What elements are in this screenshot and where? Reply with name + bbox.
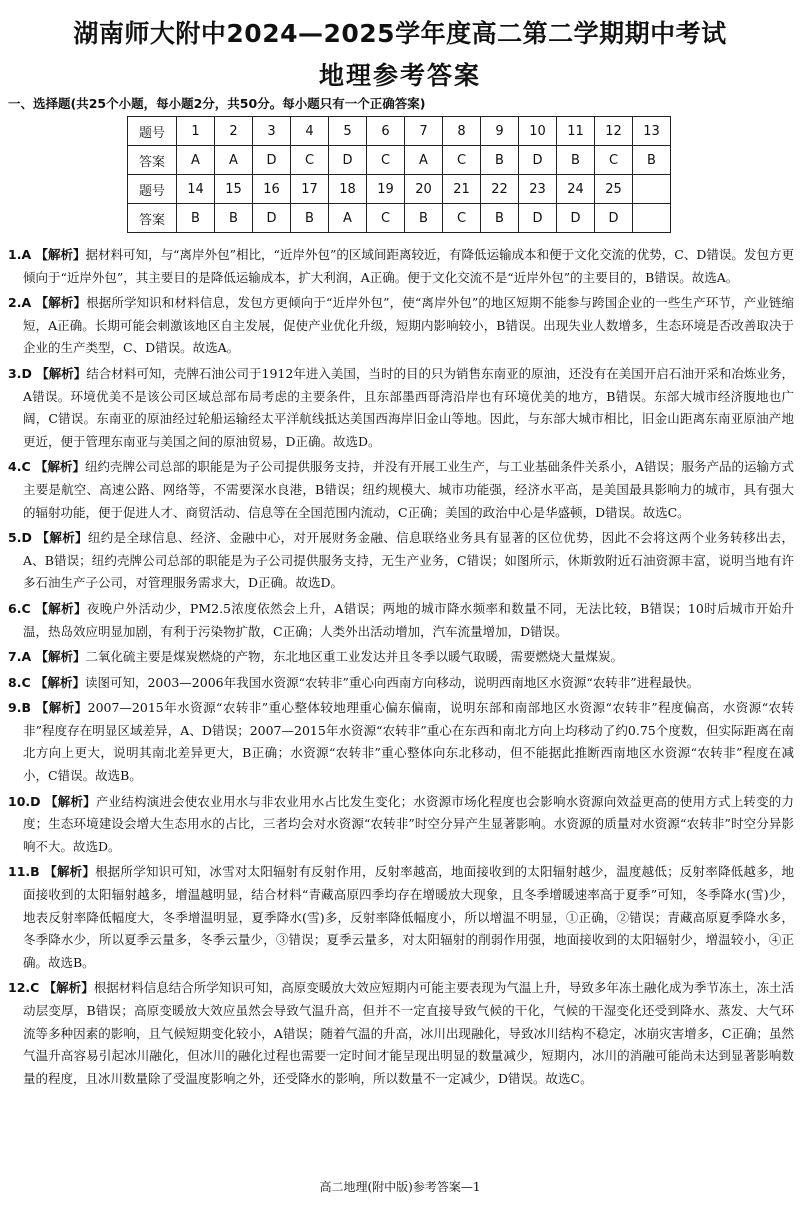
table-cell: 9	[481, 117, 519, 146]
explanation-label: 5.D 【解析】	[8, 530, 88, 546]
table-row	[128, 175, 671, 204]
explanation-list	[8, 244, 794, 1093]
table-cell: 1	[177, 117, 215, 146]
explanation-label: 2.A 【解析】	[8, 295, 87, 311]
table-cell: 22	[481, 175, 519, 204]
explanation-text: 根据材料信息结合所学知识可知，高原变暖放大效应短期内可能主要表现为气温上升，导致多年冻土融化成为季节冻土，冻土活动层变厚，B错误；高原变暖放大效应虽然会导致气温升高，但并不一定直接导致气候的干化，气候的干湿变化还受到降水、蒸发、大气环流等多种因素的影响，且气候短期变化较小，A错误；随着气温的升高，冰川出现融化，导致冰川结构不稳定，冰崩灾害增多，C正确；虽然气温升高容易引起冰川融化，但冰川的融化过程也需要一定时间才能呈现出明显的数量减少，短期内，冰川的消融可能尚未达到显著影响数量的程度，且冰川数量除了受温度影响之外，还受降水的影响，所以数量不一定减少，D错误。故选C。	[23, 980, 794, 1086]
explanation-text: 纽约是全球信息、经济、金融中心，对开展财务金融、信息联络业务具有显著的区位优势，因此不会将这两个业务转移出去，A、B错误；纽约壳牌公司总部的职能是为子公司提供服务支持，无生产业务，C错误；如图所示，休斯敦附近石油资源丰富，说明当地有许多石油生产子公司，对管理服务需求大，D正确。故选D。	[23, 530, 794, 591]
explanation-item	[8, 977, 794, 1090]
table-cell: A	[177, 146, 215, 175]
table-cell: D	[253, 204, 291, 233]
table-cell: D	[329, 146, 367, 175]
table-cell: 18	[329, 175, 367, 204]
table-cell: B	[481, 204, 519, 233]
explanation-text: 结合材料可知，壳牌石油公司于1912年进入美国，当时的目的只为销售东南亚的原油，还没有在美国开启石油开采和冶炼业务，A错误。环境优美不是该公司区域总部布局考虑的主要条件，且东部墨西哥湾沿岸也有环境优美的地方，B错误。东部大城市经济腹地也广阔，C错误。东南亚的原油经过轮船运输经太平洋航线抵达美国西海岸旧金山等地。因此，与东部大城市相比，旧金山距离东南亚原油产地更近，便于管理东南亚与美国之间的原油贸易，D正确。故选D。	[23, 365, 794, 449]
table-cell: C	[443, 146, 481, 175]
explanation-item	[8, 527, 794, 595]
table-cell: 24	[557, 175, 595, 204]
explanation-item	[8, 646, 794, 669]
table-cell: B	[405, 204, 443, 233]
explanation-text: 产业结构演进会使农业用水与非农业用水占比发生变化；水资源市场化程度也会影响水资源向效益更高的使用方式上转变的力度；生态环境建设会增大生态用水的占比，三者均会对水资源“农转非”时空分异产生显著影响。水资源的质量对水资源“农转非”时空分异影响不大。故选D。	[23, 793, 794, 854]
section-heading: 一、选择题(共25个小题，每小题2分，共50分。每小题只有一个正确答案)	[8, 96, 426, 111]
explanation-item	[8, 598, 794, 643]
explanation-text: 纽约壳牌公司总部的职能是为子公司提供服务支持，并没有开展工业生产，与工业基础条件关系小，A错误；服务产品的运输方式主要是航空、高速公路、网络等，不需要深水良港，B错误；纽约规模大、城市功能强，经济水平高，是美国最具影响力的城市，具有强大的辐射功能，便于促进人才、商贸活动、信息等在全国范围内流动，C正确；美国的政治中心是华盛顿，D错误。故选C。	[23, 459, 795, 520]
table-cell: C	[443, 204, 481, 233]
answer-table	[127, 116, 671, 233]
table-cell: 14	[177, 175, 215, 204]
document-title: 湖南师大附中2024—2025学年度高二第二学期期中考试	[73, 19, 727, 48]
table-cell: D	[519, 146, 557, 175]
explanation-text: 根据所学知识可知，冰雪对太阳辐射有反射作用，反射率越高，地面接收到的太阳辐射越少，温度越低；反射率降低越多，地面接收到的太阳辐射越多，增温越明显，结合材料“青藏高原四季均存在增暖放大现象，且冬季增暖速率高于夏季”可知，冬季降水(雪)少，地表反射率降低幅度大，冬季增温明显，夏季降水(雪)多，反射率降低幅度小，所以增温不明显，①正确，②错误；青藏高原夏季降水多，冬季降水少，所以夏季云量多，冬季云量少，③错误；夏季云量多，对太阳辐射的削弱作用强，地面接收到的太阳辐射少，增温较小，④正确。故选B。	[23, 864, 794, 970]
table-cell: 5	[329, 117, 367, 146]
table-cell: 2	[215, 117, 253, 146]
table-row	[128, 117, 671, 146]
page-footer: 高二地理(附中版)参考答案—1	[319, 1180, 481, 1194]
row-label-answer: 答案	[128, 204, 177, 233]
explanation-label: 7.A 【解析】	[8, 649, 86, 665]
table-cell: 11	[557, 117, 595, 146]
table-cell: D	[253, 146, 291, 175]
table-cell: 23	[519, 175, 557, 204]
table-cell: B	[481, 146, 519, 175]
explanation-label: 1.A 【解析】	[8, 247, 86, 262]
table-cell: C	[367, 204, 405, 233]
explanation-label: 3.D 【解析】	[8, 365, 87, 381]
table-cell: 20	[405, 175, 443, 204]
explanation-item	[8, 363, 794, 453]
table-cell: 10	[519, 117, 557, 146]
table-cell: C	[367, 146, 405, 175]
document-subtitle: 地理参考答案	[318, 61, 481, 90]
explanation-text: 夜晚户外活动少，PM2.5浓度依然会上升，A错误；两地的城市降水频率和数量不同，无法比较，B错误；10时后城市开始升温，热岛效应明显加剧，有利于污染物扩散，C正确；人类外出活动增加，汽车流量增加，D错误。	[23, 600, 794, 639]
table-cell: 16	[253, 175, 291, 204]
table-cell: 8	[443, 117, 481, 146]
explanation-text: 二氧化硫主要是煤炭燃烧的产物，东北地区重工业发达并且冬季以暖气取暖，需要燃烧大量煤炭。	[85, 649, 623, 665]
explanation-item	[8, 697, 794, 787]
table-cell	[633, 204, 671, 233]
table-cell: 25	[595, 175, 633, 204]
explanation-label: 8.C 【解析】	[8, 674, 85, 690]
table-cell: B	[177, 204, 215, 233]
row-label-number: 题号	[128, 175, 177, 204]
explanation-text: 根据所学知识和材料信息，发包方更倾向于“近岸外包”，使“离岸外包”的地区短期不能参与跨国企业的一些生产环节，产业链缩短，A正确。长期可能会刺激该地区自主发展，促使产业优化升级，短期内影响较小，B错误。出现失业人数增多，生态环境是否改善取决于企业的生产类型，C、D错误。故选A。	[23, 295, 794, 356]
table-cell: A	[215, 146, 253, 175]
explanation-label: 10.D 【解析】	[8, 793, 96, 809]
explanation-text: 2007—2015年水资源“农转非”重心整体较地理重心偏东偏南，说明东部和南部地区水资源“农转非”程度偏高，水资源“农转非”程度存在明显区域差异，A、D错误；2007—2015年水资源“农转非”重心在东西和南北方向上均移动了约0.75个度数，但实际距离在南北方向上更大，说明其南北差异更大，B正确；水资源“农转非”重心整体向东北移动，但不能据此推断西南地区水资源“农转非”程度在减小，C错误。故选B。	[23, 700, 795, 784]
row-label-answer: 答案	[128, 146, 177, 175]
explanation-label: 9.B 【解析】	[8, 700, 88, 716]
explanation-label: 11.B 【解析】	[8, 864, 96, 880]
explanation-text: 据材料可知，与“离岸外包”相比，“近岸外包”的区域间距离较近，有降低运输成本和便于文化交流的优势，C、D错误。发包方更倾向于“近岸外包”，其主要目的是降低运输成本，扩大利润，A正确。便于文化交流不是“近岸外包”的主要目的，B错误。故选A。	[23, 247, 794, 285]
table-cell: B	[557, 146, 595, 175]
table-cell: 4	[291, 117, 329, 146]
explanation-item	[8, 861, 794, 974]
table-cell: B	[215, 204, 253, 233]
table-cell: C	[291, 146, 329, 175]
table-cell: C	[595, 146, 633, 175]
table-cell: A	[405, 146, 443, 175]
table-cell: 21	[443, 175, 481, 204]
explanation-item	[8, 456, 794, 524]
explanation-label: 6.C 【解析】	[8, 600, 87, 616]
row-label-number: 题号	[128, 117, 177, 146]
table-cell: D	[557, 204, 595, 233]
explanation-item	[8, 791, 794, 859]
explanation-item	[8, 292, 794, 360]
explanation-label: 12.C 【解析】	[8, 980, 94, 996]
table-cell: 17	[291, 175, 329, 204]
table-cell: D	[519, 204, 557, 233]
explanation-text: 读图可知，2003—2006年我国水资源“农转非”重心向西南方向移动，说明西南地区水资源“农转非”进程最快。	[84, 674, 700, 690]
table-cell	[633, 175, 671, 204]
table-cell: 13	[633, 117, 671, 146]
table-cell: B	[291, 204, 329, 233]
table-cell: B	[633, 146, 671, 175]
table-row	[128, 146, 671, 175]
table-cell: 19	[367, 175, 405, 204]
table-row	[128, 204, 671, 233]
table-cell: D	[595, 204, 633, 233]
table-cell: 12	[595, 117, 633, 146]
table-cell: 15	[215, 175, 253, 204]
explanation-item	[8, 672, 794, 695]
explanation-item	[8, 244, 794, 289]
explanation-label: 4.C 【解析】	[8, 459, 85, 475]
table-cell: 3	[253, 117, 291, 146]
table-cell: 7	[405, 117, 443, 146]
table-cell: A	[329, 204, 367, 233]
table-cell: 6	[367, 117, 405, 146]
